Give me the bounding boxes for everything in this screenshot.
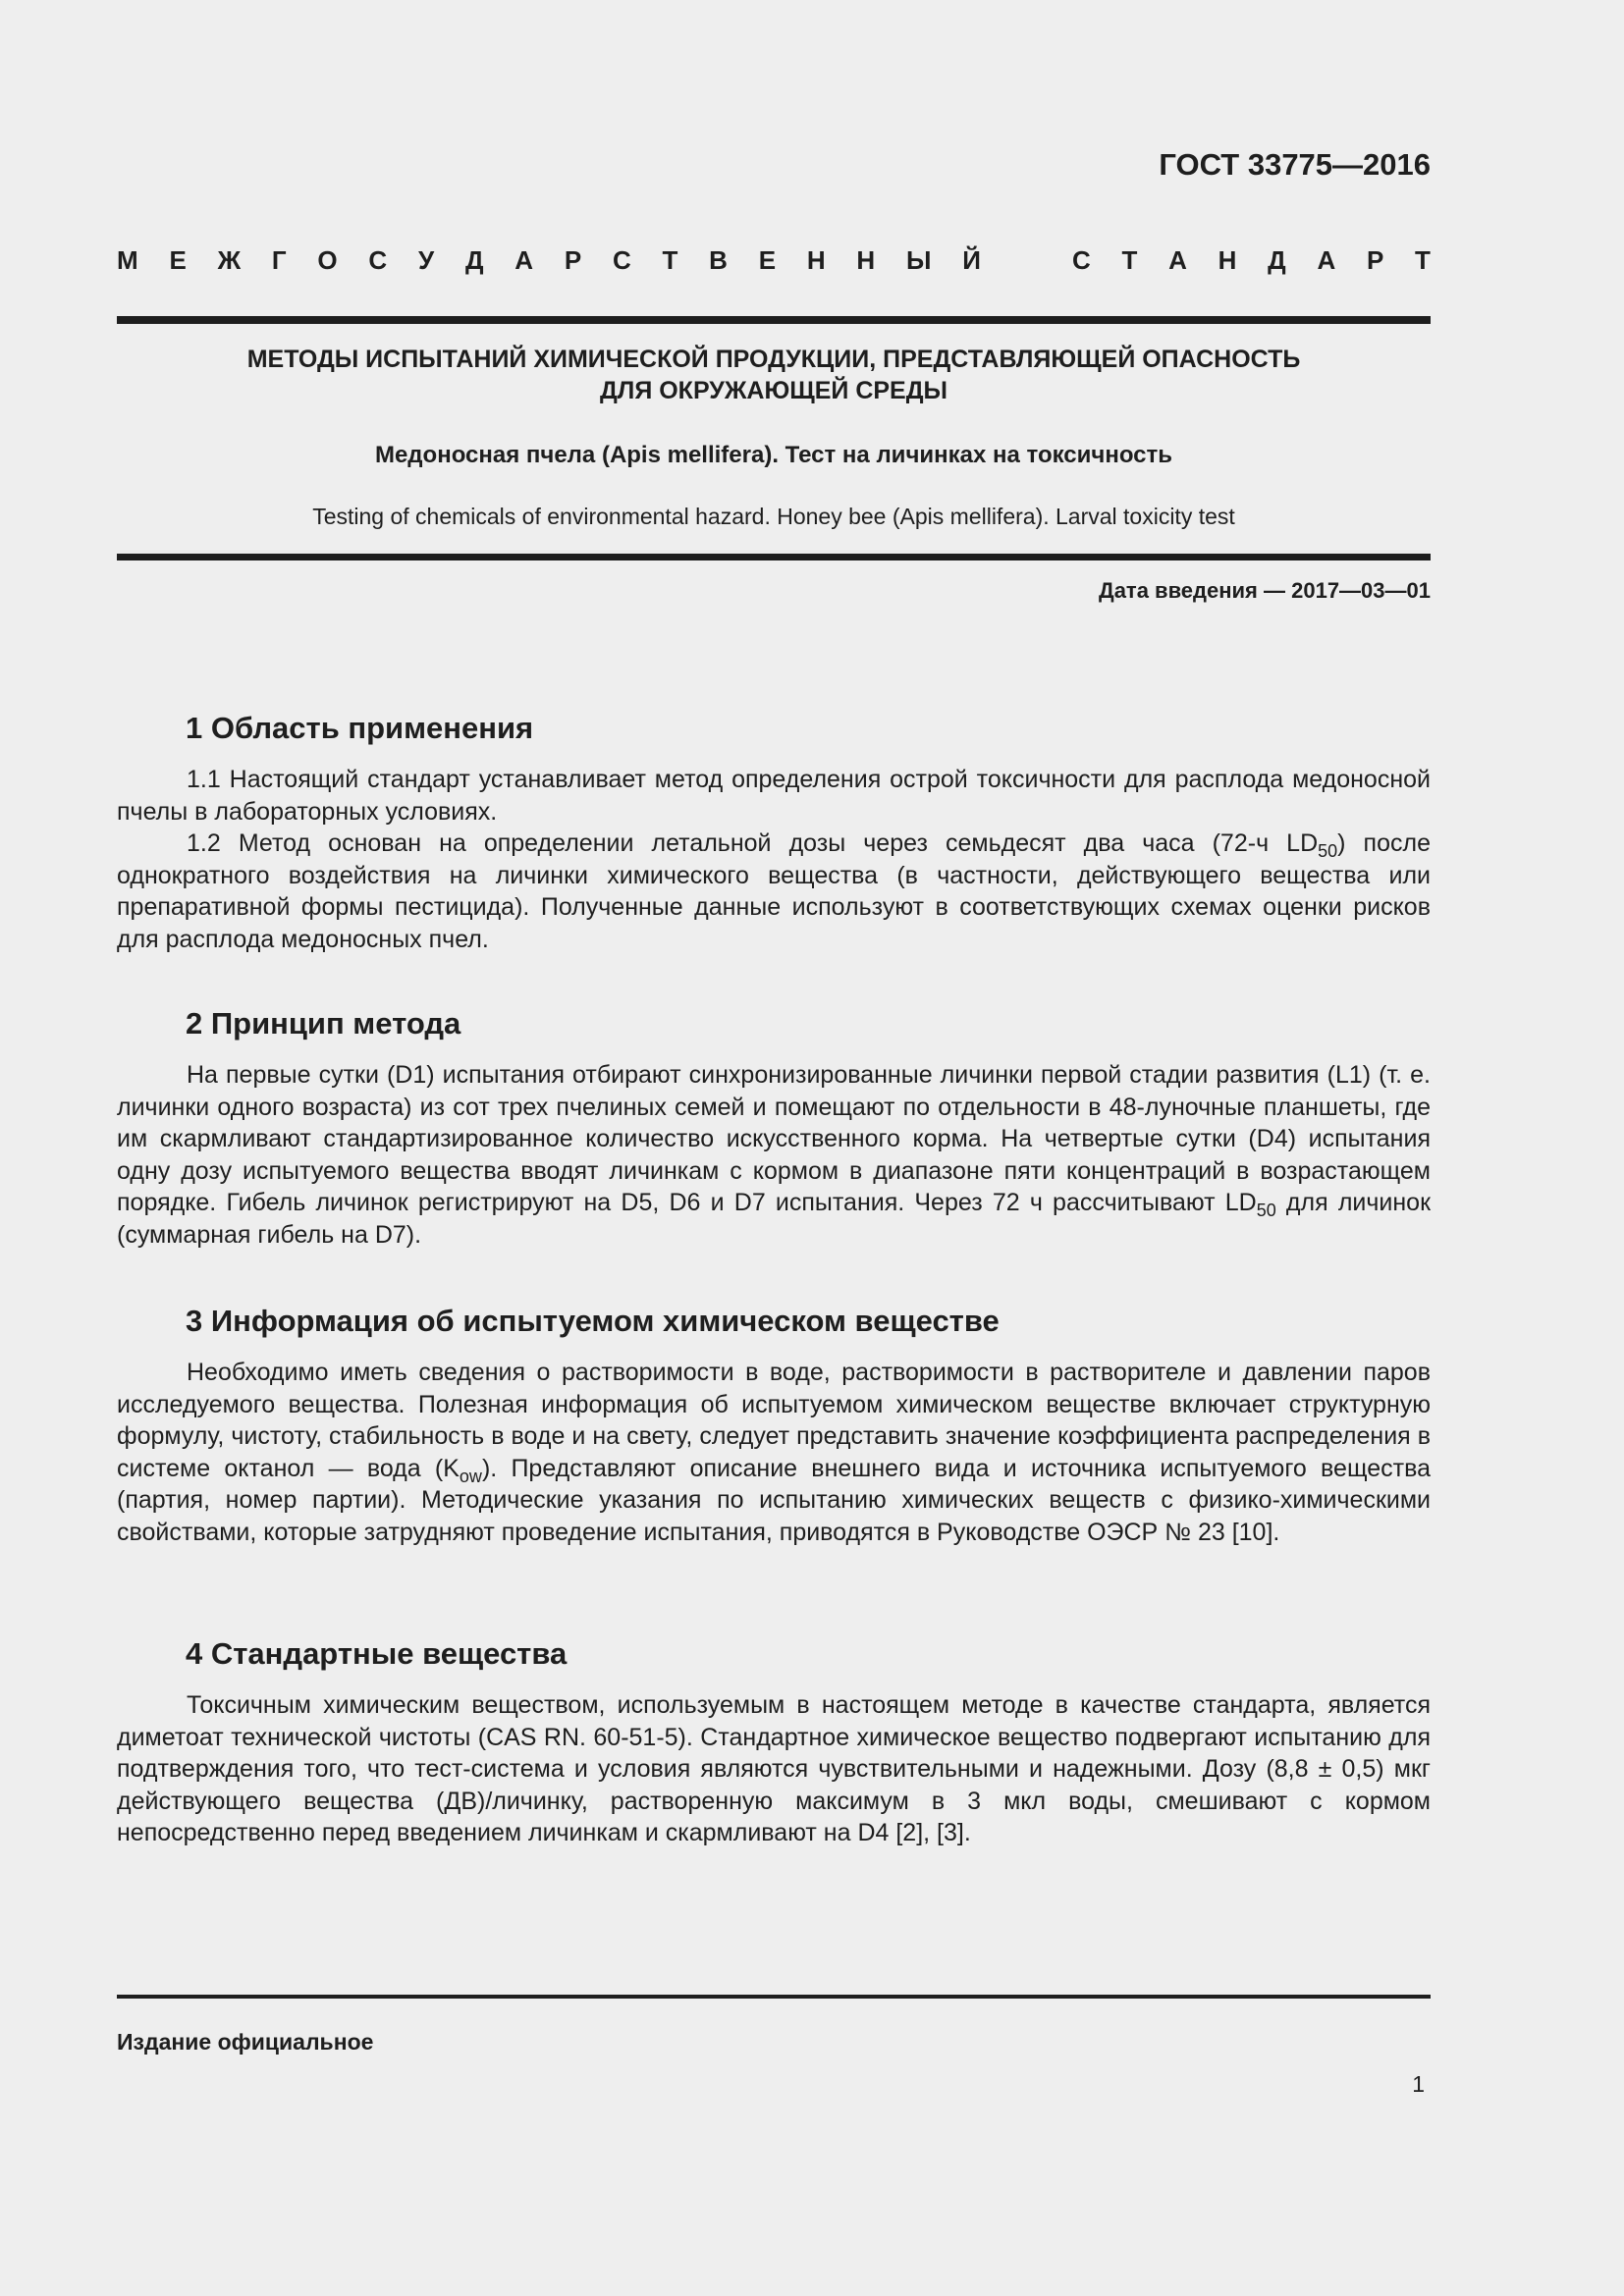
introduction-date: Дата введения — 2017—03—01 [1099,578,1431,603]
title-line-1: МЕТОДЫ ИСПЫТАНИЙ ХИМИЧЕСКОЙ ПРОДУКЦИИ, ПРЕДСТАВЛЯЮЩЕЙ ОПАСНОСТЬ [246,346,1301,373]
title-divider [117,554,1431,561]
document-page [117,0,1431,2296]
letter: Т [662,245,678,275]
section-heading: 3 Информация об испытуемом химическом веществе [186,1304,1000,1338]
letter: У [417,245,435,275]
paragraph: 1.1 Настоящий стандарт устанавливает метод определения острой токсичности для расплода медоносной пчелы в лабораторных условиях. [117,766,1431,826]
interstate-word [117,245,981,276]
section-test-substance-info [117,1302,1431,1548]
english-title: Testing of chemicals of environmental hazard. Honey bee (Apis mellifera). Larval toxicity test [312,504,1235,529]
letter: Е [758,245,777,275]
section-reference-substances [117,1634,1431,1849]
letter: М [117,245,138,275]
paragraph [117,1059,1431,1251]
subscript: 50 [1256,1201,1276,1220]
letter: С [1072,245,1091,275]
letter: Ы [905,245,932,275]
document-title [117,344,1431,406]
letter: А [1168,245,1187,275]
letter: Н [1218,245,1237,275]
letter: В [709,245,728,275]
letter: Й [962,245,981,275]
letter: О [317,245,338,275]
official-edition-label: Издание официальное [117,2029,374,2055]
letter: А [1317,245,1336,275]
letter: Н [856,245,876,275]
letter: А [514,245,534,275]
subscript: ow [459,1466,482,1486]
footer-divider [117,1995,1431,1999]
document-subtitle: Медоносная пчела (Apis mellifera). Тест на личинках на токсичность [374,442,1173,468]
letter: Р [564,245,582,275]
text-run: ) после однократного воздействия на личинки химического вещества (в частности, действующего вещества или препаративной формы пестицида). Полученные данные используют в соответствующих схемах оценки рисков для расплода медоносных пчел. [117,829,1431,953]
text-run: 1.2 Метод основан на определении летальной дозы через семьдесят два часа (72-ч LD [187,829,1319,857]
letter: Е [169,245,187,275]
text-run: ). Представляют описание внешнего вида и источника испытуемого вещества (партия, номер партии). Методические указания по испытанию химических веществ с физико-химическими свойствами, которые затрудняют проведение испытания, приводятся в Руководстве ОЭСР № 23 [10]. [117,1454,1431,1546]
letter: Т [1415,245,1431,275]
text-run: Необходимо иметь сведения о растворимости в воде, растворимости в растворителе и давлении паров исследуемого вещества. Полезная информация об испытуемом химическом веществе включает структурную формулу, чистоту, стабильность в воде и на свету, следует представить значение коэффициента распределения в системе октанол — вода (K [117,1359,1431,1482]
section-heading: 2 Принцип метода [186,1006,461,1041]
top-divider [117,316,1431,324]
letter: Т [1121,245,1138,275]
paragraph [117,828,1431,955]
page-number: 1 [1412,2071,1425,2097]
interstate-standard-heading [117,245,1431,276]
standard-word [1072,245,1431,276]
letter: Г [271,245,287,275]
letter: Д [1268,245,1286,275]
section-scope [117,709,1431,955]
letter: Д [464,245,484,275]
gost-number: ГОСТ 33775—2016 [1159,147,1431,182]
letter: Н [806,245,826,275]
letter: Р [1366,245,1384,275]
title-line-2: ДЛЯ ОКРУЖАЮЩЕЙ СРЕДЫ [599,377,948,404]
section-principle [117,1004,1431,1251]
paragraph: Токсичным химическим веществом, используемым в настоящем методе в качестве стандарта, является диметоат технической чистоты (CAS RN. 60-51-5). Стандартное химическое вещество подвергают испытанию для подтверждения того, что тест-система и условия являются чувствительными и надежными. Дозу (8,8 ± 0,5) мкг действующего вещества (ДВ)/личинку, растворенную максимум в 3 мкл воды, смешивают с кормом непосредственно перед введением личинкам и скармливают на D4 [2], [3]. [117,1691,1431,1846]
text-run: для личинок (суммарная гибель на D7). [117,1189,1432,1249]
section-heading: 1 Область применения [186,711,534,745]
paragraph [117,1357,1431,1548]
section-heading: 4 Стандартные вещества [186,1636,568,1671]
letter: С [612,245,631,275]
letter: Ж [217,245,242,275]
subscript: 50 [1318,841,1338,861]
letter: С [368,245,388,275]
text-run: На первые сутки (D1) испытания отбирают синхронизированные личинки первой стадии развития (L1) (т. е. личинки одного возраста) из сот трех пчелиных семей и помещают по отдельности в 48-луночные планшеты, где им скармливают стандартизированное количество искусственного корма. На четвертые сутки (D4) испытания одну дозу испытуемого вещества вводят личинкам с кормом в диапазоне пяти концентраций в возрастающем порядке. Гибель личинок регистрируют на D5, D6 и D7 испытания. Через 72 ч рассчитывают LD [117,1061,1431,1216]
